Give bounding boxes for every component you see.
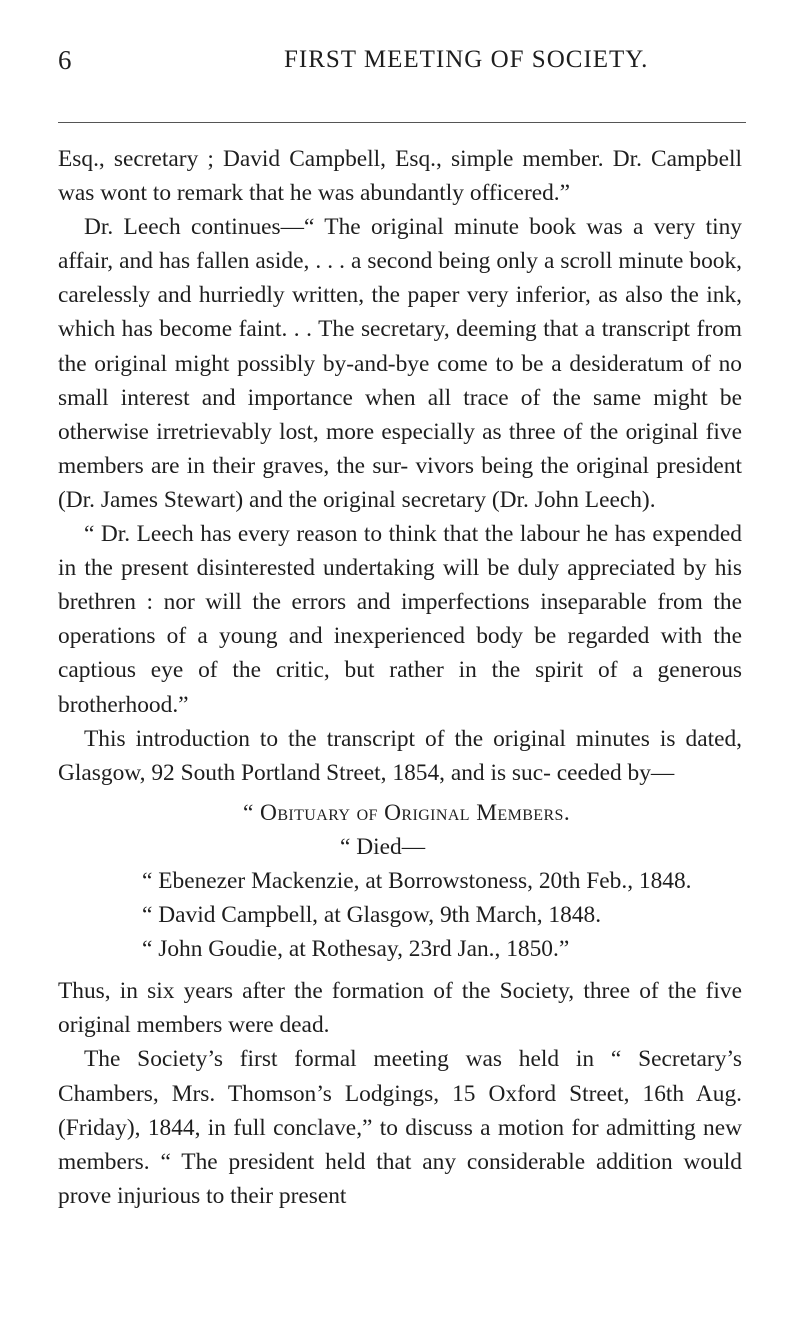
paragraph-5: Thus, in six years after the formation of the Society, three of the five original members were dead. <box>58 978 742 1039</box>
header-rule <box>58 122 746 123</box>
obituary-entry: “ Ebenezer Mackenzie, at Borrowstoness, 20th Feb., 1848. <box>142 867 692 894</box>
page-number: 6 <box>58 45 72 75</box>
running-title: FIRST MEETING OF SOCIETY. <box>284 46 649 73</box>
obituary-heading: “ Obituary of Original Members. <box>243 799 571 826</box>
running-head <box>58 40 748 80</box>
obituary-entry: “ David Campbell, at Glasgow, 9th March, 1848. <box>142 902 602 929</box>
paragraph-2: Dr. Leech continues—“ The original minute book was a very tiny affair, and has fallen aside, . . . a second being only a scroll minute book, carelessly and hurriedly written, the paper very inferior, as also the ink, which has become faint. . . The secretary, deeming that a transcript from the original might possibly by-and-bye come to be a desideratum of no small interest and importance when all trace of the same might be otherwise irretrievably lost, more especially as three of the original five members are in their graves, the sur- vivors being the original president (Dr. James Stewart) and the original secretary (Dr. John Leech). <box>58 214 742 513</box>
obituary-block <box>58 796 742 966</box>
paragraph-1: Esq., secretary ; David Campbell, Esq., simple member. Dr. Campbell was wont to remark that he was abundantly officered.” <box>58 146 742 207</box>
paragraph-6: The Society’s first formal meeting was held in “ Secretary’s Chambers, Mrs. Thomson’s Lodgings, 15 Oxford Street, 16th Aug. (Friday), 1844, in full conclave,” to discuss a motion for admitting new members. “ The president held that any considerable addition would prove injurious to their present <box>58 1046 742 1209</box>
paragraph-4: This introduction to the transcript of the original minutes is dated, Glasgow, 92 South Portland Street, 1854, and is suc- ceeded by— <box>58 725 742 786</box>
paragraph-3: “ Dr. Leech has every reason to think that the labour he has expended in the present disinterested undertaking will be duly appreciated by his brethren : nor will the errors and imperfections inseparable from the operations of a young and inexperienced body be regarded with the captious eye of the critic, but rather in the spirit of a generous brotherhood.” <box>58 521 742 718</box>
obituary-entry: “ John Goudie, at Rothesay, 23rd Jan., 1850.” <box>142 936 570 963</box>
obituary-died-label: “ Died— <box>340 833 426 860</box>
body-text <box>58 142 742 1213</box>
